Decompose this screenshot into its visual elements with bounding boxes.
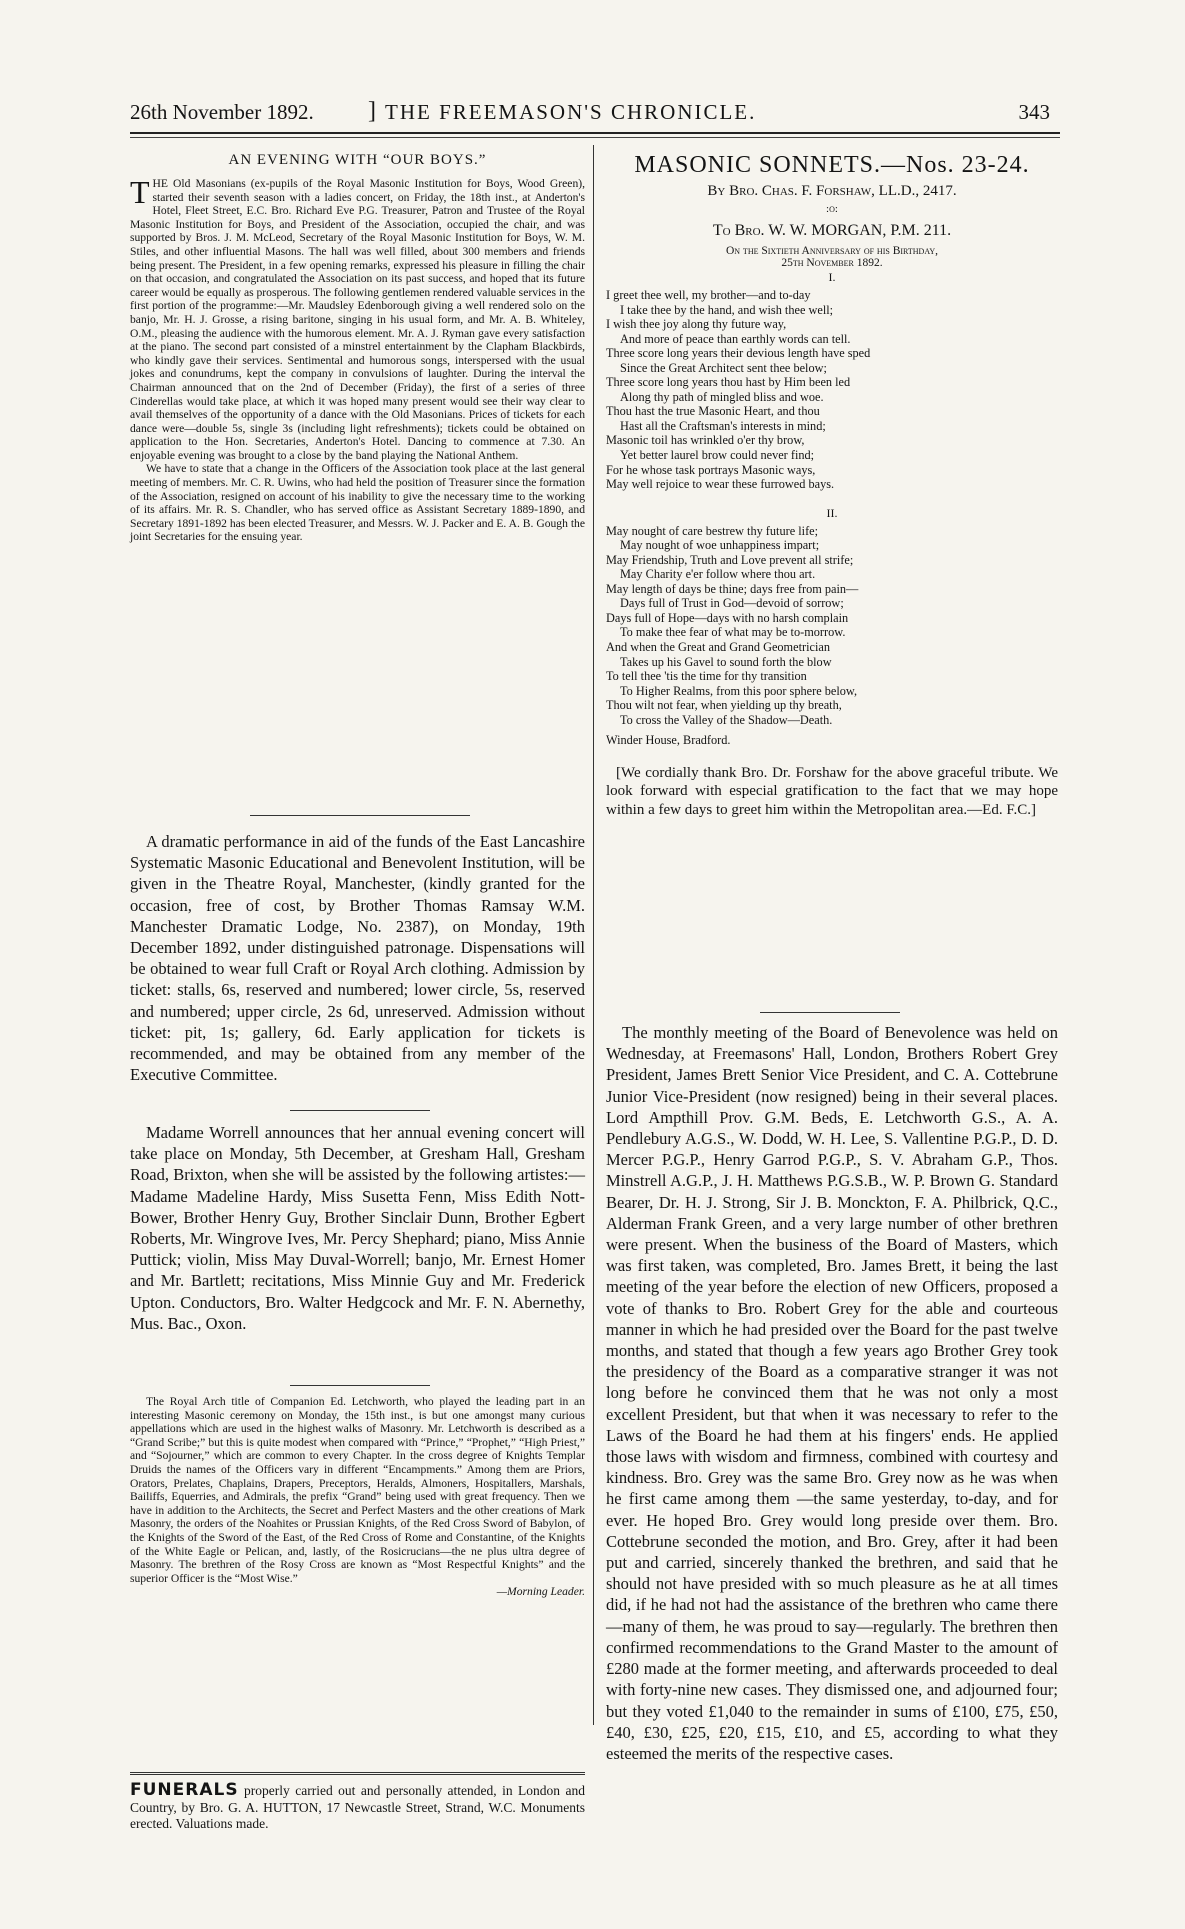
section-rule xyxy=(760,1012,900,1013)
page-number: 343 xyxy=(1018,100,1050,124)
evening-heading: AN EVENING WITH “OUR BOYS.” xyxy=(228,152,487,168)
poem-line: To make thee fear of what may be to-morrow. xyxy=(620,625,846,640)
section-rule xyxy=(290,1110,430,1111)
funerals-text-block xyxy=(130,1782,585,1833)
header-rule-thin xyxy=(130,137,1060,138)
issue-date: 26th November 1892. xyxy=(130,100,314,124)
poem-line: May Charity e'er follow where thou art. xyxy=(620,567,816,582)
royal-arch-article: The Royal Arch title of Companion Ed. Letchworth, who played the leading part in an interesting Masonic ceremony on Monday, the 15th inst., is but one amongst many curious appellations which are used in the highest walks of Masonry. Mr. Letchworth is described as a “Grand Scribe;” but this is quite modest when compared with “Prince,” “Prophet,” “High Priest,” and “Sojourner,” which are common to every Chapter. In the cross degree of Knights Templar Druids the names of the Officers vary in different “Encampments.” Among them are Priors, Orators, Prelates, Chaplains, Drapers, Preceptors, Heralds, Almoners, Hospitallers, Marshals, Bailiffs, Equerries, and Admirals, the prefix “Grand” being used with great frequency. Then we have in addition to the Architects, the Secret and Perfect Masters and the other creations of Mark Masonry, the orders of the Noahites or Prussian Knights, of the Red Cross Sword of Babylon, of the Knights of the Sword of the East, of the Red Cross of Rome and Constantine, of the Knights of the White Eagle or Pelican, and, lastly, of the Rosicrucians—the ne plus ultra degree of Masonry. The brethren of the Rosy Cross are known as “Most Respectful Knights” and the superior Officer is the “Most Wise.” xyxy=(130,1395,585,1585)
poem-line: May nought of care bestrew thy future life; xyxy=(606,523,819,538)
sonnets-dedication: To Bro. W. W. MORGAN, P.M. 211. xyxy=(712,222,952,239)
header-rule xyxy=(130,132,1060,134)
poem-line: Hast all the Craftsman's interests in mind; xyxy=(620,418,826,433)
evening-article xyxy=(130,174,585,462)
left-column xyxy=(130,152,585,544)
poem-line: To Higher Realms, from this poor sphere below, xyxy=(620,683,858,698)
funerals-label: FUNERALS xyxy=(130,1780,239,1800)
poem-line: May well rejoice to wear these furrowed bays. xyxy=(606,477,835,492)
header-separator: ] xyxy=(368,98,376,124)
dramatic-performance-article: A dramatic performance in aid of the funds of the East Lancashire Systematic Masonic Educational and Benevolent Institution, will be given in the Theatre Royal, Manchester, (kindly granted for the occasion, free of cost, by Brother Thomas Ramsay W.M. Manchester Dramatic Lodge, No. 2387), on Monday, 19th December 1892, under distinguished patronage. Dispensations will be obtained to wear full Craft or Royal Arch clothing. Admission by ticket: stalls, 6s, reserved and numbered; lower circle, 5s, reserved and numbered; upper circle, 2s 6d, unreserved. Admission without ticket: pit, 1s; gallery, 6d. Early application for tickets is recommended, and may be obtained from any member of the Executive Committee. xyxy=(130,832,585,1085)
poem-line: Since the Great Architect sent thee below; xyxy=(620,360,827,375)
dramatic-section xyxy=(130,831,585,1085)
sonnets-occasion: On the Sixtieth Anniversary of his Birthday, xyxy=(725,245,939,257)
sonnets-byline: By Bro. Chas. F. Forshaw, LL.D., 2417. xyxy=(707,183,957,199)
advert-rule xyxy=(130,1772,585,1775)
publication-title: THE FREEMASON'S CHRONICLE. xyxy=(385,100,757,124)
poem-line: I take thee by the hand, and wish thee well; xyxy=(620,302,834,317)
poem-line: Three score long years their devious length have sped xyxy=(606,346,871,361)
section-rule xyxy=(290,1385,430,1386)
right-column xyxy=(606,152,1058,819)
sonnet-place: Winder House, Bradford. xyxy=(606,733,731,748)
benevolence-section xyxy=(606,1022,1058,1764)
sonnets-date: 25th November 1892. xyxy=(781,257,883,269)
poem-line: May nought of woe unhappiness impart; xyxy=(620,538,820,553)
funerals-text: properly carried out and personally attended, in London and Country, by Bro. G. A. HUTTON, 17 Newcastle Street, Strand, W.C. Monuments erected. Valuations made. xyxy=(130,1783,585,1831)
poem-line: Thou wilt not fear, when yielding up thy breath, xyxy=(606,698,842,713)
poem-line: Thou hast the true Masonic Heart, and thou xyxy=(606,404,820,419)
section-rule xyxy=(250,815,470,816)
poem-line: And more of peace than earthly words can tell. xyxy=(620,331,851,346)
worrell-concert-article: Madame Worrell announces that her annual evening concert will take place on Monday, 5th December, at Gresham Hall, Gresham Road, Brixton, when she will be assisted by the following artistes:—Madame Madeline Hardy, Miss Susetta Fenn, Miss Edith Nott-Bower, Brother Henry Guy, Brother Sinclair Dunn, Brother Egbert Roberts, Mr. Wingrove Ives, Mr. Percy Shephard; piano, Miss Annie Puttick; violin, Miss May Duval-Worrell; banjo, Mr. Ernest Homer and Mr. Bartlett; recitations, Miss Minnie Guy and Mr. Frederick Upton. Conductors, Bro. Walter Hedgcock and Mr. F. N. Abernethy, Mus. Bac., Oxon. xyxy=(130,1123,585,1333)
sonnets-title: MASONIC SONNETS.—Nos. 23-24. xyxy=(634,152,1030,178)
benevolence-article: The monthly meeting of the Board of Benevolence was held on Wednesday, at Freemasons' Hall, London, Brothers Robert Grey President, James Brett Senior Vice President, and C. A. Cottebrune Junior Vice-President (now resigned) being in their several places. Lord Ampthill Prov. G.M. Beds, E. Letchworth G.S., A. A. Pendlebury A.G.S., W. Dodd, W. H. Lee, S. Vallentine P.G.P., D. D. Mercer P.G.P., Henry Garrod P.G.P., S. V. Abraham G.P., Thos. Minstrell A.G.P., J. H. Matthews P.G.S.B., W. P. Brown G. Standard Bearer, Dr. H. J. Strong, Sir J. B. Monckton, F. A. Philbrick, Q.C., Alderman Frank Green, and a very large number of other brethren were present. When the business of the Board of Masters, which was first taken, was completed, Bro. James Brett, it being the last meeting of the year before the election of new Officers, proposed a vote of thanks to Bro. Robert Grey for the able and courteous manner in which he had presided over the Board for the past twelve months, and stated that though a few years ago Brother Grey took the presidency of the Board as a comparative stranger it was not long before he convinced them that he was not only a most excellent President, but that when it was necessary to refer to the Laws of the Board he had them at his fingers' ends. He applied those laws with wisdom and firmness, combined with courtesy and kindness. Bro. Grey was the same Bro. Grey now as he was when he first came among them —the same yesterday, to-day, and for ever. He hoped Bro. Grey would long preside over them. Bro. Cottebrune seconded the motion, and Bro. Grey, after it had been put and carried, sincerely thanked the brethren, and said that he should not have presided with so much pleasure as he at all times did, if he had not had the assistance of the brethren who came there—many of them, he was proud to say—regularly. The brethren then confirmed recommendations to the Grand Master to the amount of £280 made at the former meeting, and afterwards proceeded to deal with forty-nine new cases. They dismissed one, and adjourned four; but they voted £1,040 to the remainder in sums of £100, £75, £50, £40, £30, £25, £20, £15, £10, and £5, according to what they esteemed the merits of the respective cases. xyxy=(606,1023,1058,1763)
poem-line: To cross the Valley of the Shadow—Death. xyxy=(620,712,833,727)
worrell-section xyxy=(130,1122,585,1334)
evening-dropcap: T xyxy=(130,174,150,210)
page-header xyxy=(130,100,1060,130)
editor-note: [We cordially thank Bro. Dr. Forshaw for the above graceful tribute. We look forward with especial gratification to the fact that we may hope within a few days to greet him within the Metropolitan area.—Ed. F.C.] xyxy=(606,764,1058,818)
poem-line: Yet better laurel brow could never find; xyxy=(620,448,815,463)
poem-line: May Friendship, Truth and Love prevent all strife; xyxy=(606,552,854,567)
sonnet-numeral-2: II. xyxy=(826,505,838,520)
poem-line: Three score long years thou hast by Him been led xyxy=(606,375,851,390)
poem-line: May length of days be thine; days free from pain— xyxy=(606,581,859,596)
royal-arch-source: —Morning Leader. xyxy=(496,1585,585,1599)
funerals-advert xyxy=(130,1782,585,1833)
poem-line: Days full of Trust in God—devoid of sorrow; xyxy=(620,596,844,611)
evening-text: HE Old Masonians (ex-pupils of the Royal Masonic Institution for Boys, Wood Green), started their seventh season with a ladies concert, on Friday, the 18th inst., at Anderton's Hotel, Fleet Street, E.C. Bro. Richard Eve P.G. Treasurer, Patron and Trustee of the Royal Masonic Institution for Boys, and President of the Association, occupied the chair, and was supported by Bros. J. M. McLeod, Secretary of the Royal Masonic Institution for Boys, W. M. Stiles, and other influential Masons. The hall was well filled, about 300 members and friends being present. The President, in a few opening remarks, expressed his pleasure in filling the chair on that occasion, and congratulated the Association on its past success, and hoped that its future career would be equally as prosperous. The following gentlemen rendered valuable services in the first portion of the programme:—Mr. Maudsley Edenborough giving a well rendered solo on the banjo, Mr. H. J. Grosse, a rising baritone, singing in his usual form, and Mr. A. B. Whiteley, O.M., pleasing the audience with the humorous element. Mr. A. J. Ryman gave every satisfaction at the piano. The second part consisted of a minstrel entertainment by the Clapham Blackbirds, who kindly gave their services. Sentimental and humorous songs, interspersed with the usual jokes and conundrums, kept the company in convulsions of laughter. During the interval the Chairman announced that on the 2nd of December (Friday), the first of a series of three Cinderellas would take place, at which it was hoped many present would see their way clear to avail themselves of the opportunity of a dance with the Old Masonians. Prices of tickets for each dance were—double 5s, single 3s (including light refreshments); tickets could be obtained on application to the Hon. Secretaries, Anderton's Hotel. Dancing to commence at 7.30. An enjoyable evening was brought to a close by the band playing the National Anthem. xyxy=(130,177,585,462)
sonnet-1 xyxy=(606,288,1058,492)
evening-officers-text: We have to state that a change in the Officers of the Association took place at the last general meeting of members. Mr. C. R. Uwins, who had held the position of Treasurer since the formation of the Association, resigned on account of his inability to give the necessary time to the working of its affairs. Mr. R. S. Chandler, who has served office as Assistant Secretary 1889-1890, and Secretary 1891-1892 has been elected Treasurer, and Messrs. W. J. Packer and E. A. B. Gough the joint Secretaries for the ensuing year. xyxy=(130,462,585,544)
poem-line: For he whose task portrays Masonic ways, xyxy=(606,462,816,477)
poem-line: I wish thee joy along thy future way, xyxy=(606,317,787,332)
sonnet-numeral-1: I. xyxy=(828,270,836,284)
sonnets-ornament: :o: xyxy=(826,203,838,215)
poem-line: To tell thee 'tis the time for thy transition xyxy=(606,669,807,684)
sonnet-2 xyxy=(606,524,1058,728)
royal-arch-section xyxy=(130,1395,585,1599)
poem-line: Days full of Hope—days with no harsh complain xyxy=(606,610,849,625)
poem-line: Takes up his Gavel to sound forth the blow xyxy=(620,654,832,669)
poem-line: Masonic toil has wrinkled o'er thy brow, xyxy=(606,433,805,448)
poem-line: Along thy path of mingled bliss and woe. xyxy=(620,389,824,404)
column-divider xyxy=(593,145,594,1725)
poem-line: I greet thee well, my brother—and to-day xyxy=(606,288,811,302)
poem-line: And when the Great and Grand Geometrician xyxy=(606,640,830,655)
